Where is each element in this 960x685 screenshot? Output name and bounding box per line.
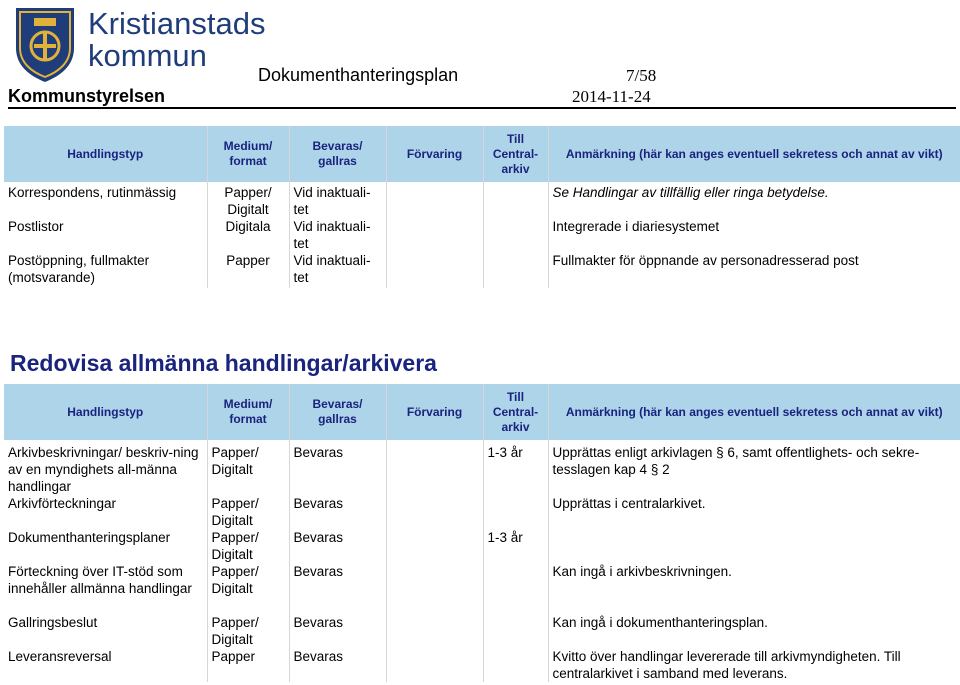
- cell-remark: Se Handlingar av tillfällig eller ringa betydelse.: [548, 182, 960, 218]
- cell-medium: Papper: [207, 648, 289, 682]
- cell-type: Gallringsbeslut: [8, 615, 98, 630]
- cell-storage: [386, 614, 483, 648]
- cell-type: Dokumenthanteringsplaner: [8, 530, 171, 545]
- cell-remark: Upprättas i centralarkivet.: [548, 495, 960, 529]
- cell-retention: Vid inaktuali-tet: [289, 252, 386, 288]
- col-header-remark: Anmärkning (här kan anges eventuell sekretess och annat av vikt): [548, 126, 960, 182]
- table-row: [4, 495, 960, 529]
- col-header-medium: Medium/ format: [207, 384, 289, 440]
- cell-storage: [386, 182, 483, 218]
- col-header-central-archive: Till Central- arkiv: [483, 126, 548, 182]
- col-header-remark: Anmärkning (här kan anges eventuell sekretess och annat av vikt): [548, 384, 960, 440]
- cell-storage: [386, 440, 483, 495]
- document-title: Dokumenthanteringsplan: [258, 65, 459, 85]
- cell-type: Arkivbeskrivningar/ beskriv-ning av en myndighets all-männa handlingar: [8, 445, 199, 494]
- cell-retention: Bevaras: [289, 440, 386, 495]
- cell-central-archive: [483, 182, 548, 218]
- cell-storage: [386, 563, 483, 614]
- document-date: 2014-11-24: [572, 87, 651, 106]
- cell-retention: Vid inaktuali-tet: [289, 182, 386, 218]
- cell-type: Postöppning, fullmakter (motsvarande): [8, 253, 150, 285]
- cell-central-archive: 1-3 år: [483, 440, 548, 495]
- table-row: [4, 440, 960, 495]
- col-header-medium: Medium/ format: [207, 126, 289, 182]
- col-header-retention: Bevaras/ gallras: [289, 126, 386, 182]
- cell-remark: Integrerade i diariesystemet: [548, 218, 960, 252]
- table-row: [4, 218, 960, 252]
- cell-medium: Papper/ Digitalt: [207, 563, 289, 614]
- col-header-storage: Förvaring: [386, 126, 483, 182]
- table-row: [4, 563, 960, 614]
- org-name-line1: Kristianstads: [88, 6, 266, 41]
- cell-remark: [548, 529, 960, 563]
- cell-central-archive: [483, 563, 548, 614]
- table-row: [4, 614, 960, 648]
- cell-type: Postlistor: [8, 219, 64, 234]
- cell-medium: Papper/ Digitalt: [207, 495, 289, 529]
- section-title: Redovisa allmänna handlingar/arkivera: [10, 350, 437, 376]
- cell-storage: [386, 529, 483, 563]
- col-header-type: Handlingstyp: [4, 126, 207, 182]
- cell-storage: [386, 252, 483, 288]
- cell-medium: Papper/ Digitalt: [207, 614, 289, 648]
- kristianstad-coat-of-arms-logo: [12, 4, 78, 84]
- cell-central-archive: 1-3 år: [483, 529, 548, 563]
- col-header-central-archive: Till Central- arkiv: [483, 384, 548, 440]
- cell-medium: Papper/ Digitalt: [207, 529, 289, 563]
- cell-retention: Vid inaktuali-tet: [289, 218, 386, 252]
- table-row: [4, 648, 960, 682]
- cell-type: Arkivförteckningar: [8, 496, 117, 511]
- cell-remark: Upprättas enligt arkivlagen § 6, samt offentlighets- och sekre-tesslagen kap 4 § 2: [548, 440, 960, 495]
- cell-retention: Bevaras: [289, 614, 386, 648]
- col-header-storage: Förvaring: [386, 384, 483, 440]
- cell-storage: [386, 495, 483, 529]
- cell-storage: [386, 218, 483, 252]
- cell-central-archive: [483, 614, 548, 648]
- col-header-retention: Bevaras/ gallras: [289, 384, 386, 440]
- cell-type: Förteckning över IT-stöd som innehåller allmänna handlingar: [8, 564, 192, 596]
- cell-remark: Kan ingå i dokumenthanteringsplan.: [548, 614, 960, 648]
- cell-remark: Kvitto över handlingar levererade till arkivmyndigheten. Till centralarkivet i samband med leverans.: [548, 648, 960, 682]
- cell-central-archive: [483, 648, 548, 682]
- cell-central-archive: [483, 218, 548, 252]
- cell-medium: Papper/ Digitalt: [207, 440, 289, 495]
- cell-retention: Bevaras: [289, 529, 386, 563]
- cell-central-archive: [483, 495, 548, 529]
- records-table-2: [4, 384, 960, 682]
- table-row: [4, 252, 960, 288]
- cell-medium: Papper: [207, 252, 289, 288]
- cell-retention: Bevaras: [289, 563, 386, 614]
- cell-central-archive: [483, 252, 548, 288]
- cell-retention: Bevaras: [289, 648, 386, 682]
- cell-remark: Kan ingå i arkivbeskrivningen.: [548, 563, 960, 614]
- table-row: [4, 529, 960, 563]
- col-header-type: Handlingstyp: [4, 384, 207, 440]
- cell-retention: Bevaras: [289, 495, 386, 529]
- page-number: 7/58: [626, 66, 657, 85]
- table-header-row: [4, 126, 960, 182]
- cell-remark: Fullmakter för öppnande av personadresserad post: [548, 252, 960, 288]
- cell-type: Korrespondens, rutinmässig: [8, 185, 177, 200]
- cell-storage: [386, 648, 483, 682]
- records-table-1: [4, 126, 960, 288]
- board-name: Kommunstyrelsen: [8, 86, 166, 106]
- table-header-row: [4, 384, 960, 440]
- cell-type: Leveransreversal: [8, 649, 112, 664]
- header-divider: [8, 107, 956, 109]
- cell-medium: Digitala: [207, 218, 289, 252]
- org-name-line2: kommun: [88, 38, 207, 73]
- table-row: [4, 182, 960, 218]
- cell-medium: Papper/ Digitalt: [207, 182, 289, 218]
